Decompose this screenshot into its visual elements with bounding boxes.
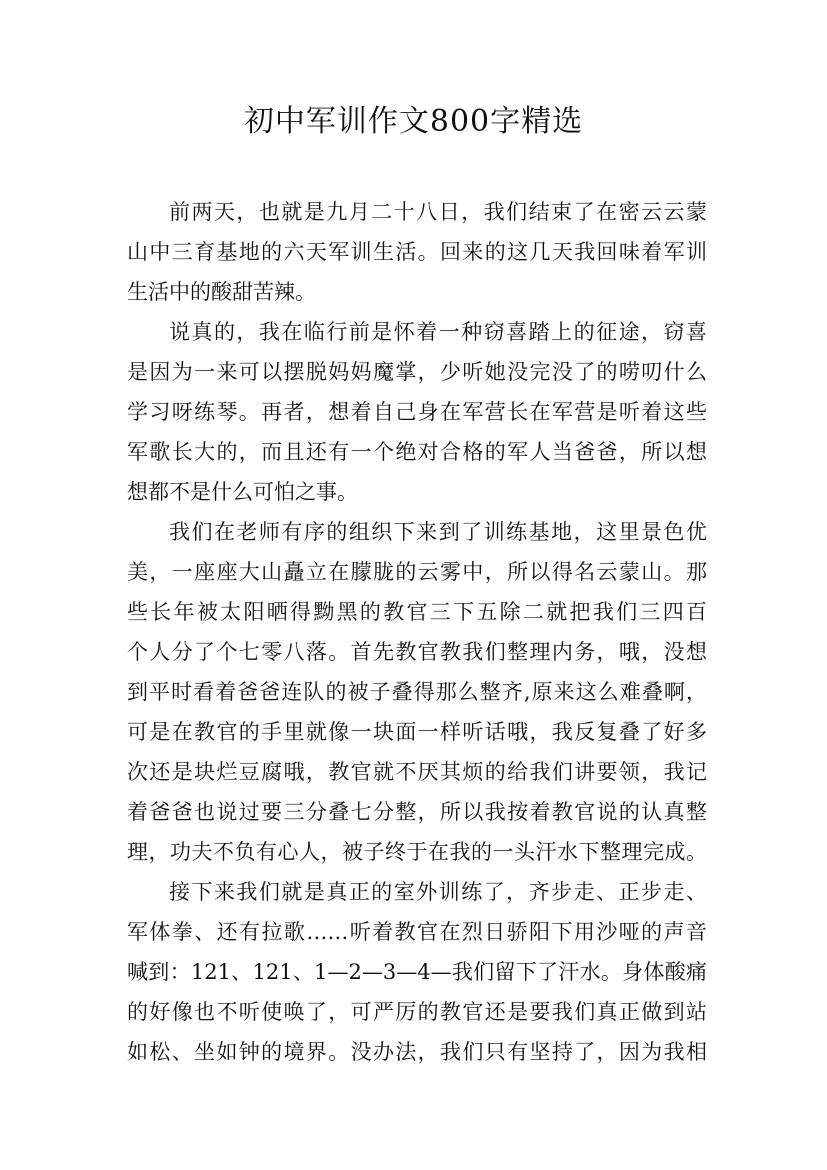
text-line: 生活中的酸甜苦辣。 (127, 280, 316, 304)
text-line: 次还是块烂豆腐哦，教官就不厌其烦的给我们讲要领，我记 (127, 760, 707, 784)
text-line: 山中三育基地的六天军训生活。回来的这几天我回味着军训 (127, 240, 707, 264)
text-line: 军体拳、还有拉歌……听着教官在烈日骄阳下用沙哑的声音 (127, 920, 707, 944)
text-line: 想都不是什么可怕之事。 (127, 480, 358, 504)
text-line: 说真的，我在临行前是怀着一种窃喜踏上的征途，窃喜 (169, 320, 707, 344)
text-line: 的好像也不听使唤了，可严厉的教官还是要我们真正做到站 (127, 1000, 707, 1024)
document-body (127, 192, 707, 1072)
text-line: 些长年被太阳晒得黝黑的教官三下五除二就把我们三四百 (127, 600, 707, 624)
text-line: 学习呀练琴。再者，想着自己身在军营长在军营是听着这些 (127, 400, 707, 424)
text-line: 理，功夫不负有心人，被子终于在我的一头汗水下整理完成。 (127, 840, 707, 864)
text-line: 前两天，也就是九月二十八日，我们结束了在密云云蒙 (169, 200, 707, 224)
text-line: 接下来我们就是真正的室外训练了，齐步走、正步走、 (169, 880, 707, 904)
text-line: 着爸爸也说过要三分叠七分整，所以我按着教官说的认真整 (127, 800, 707, 824)
text-line: 美，一座座大山矗立在朦胧的云雾中，所以得名云蒙山。那 (127, 560, 707, 584)
text-line: 如松、坐如钟的境界。没办法，我们只有坚持了，因为我相 (127, 1040, 707, 1064)
text-line: 可是在教官的手里就像一块面一样听话哦，我反复叠了好多 (127, 720, 707, 744)
text-line: 喊到：121、121、1—2—3—4—我们留下了汗水。身体酸痛 (127, 960, 707, 984)
document-title: 初中军训作文800字精选 (243, 104, 584, 139)
text-line: 军歌长大的，而且还有一个绝对合格的军人当爸爸，所以想 (127, 440, 707, 464)
text-line: 我们在老师有序的组织下来到了训练基地，这里景色优 (169, 520, 707, 544)
text-line: 到平时看着爸爸连队的被子叠得那么整齐,原来这么难叠啊， (127, 680, 707, 704)
text-line: 是因为一来可以摆脱妈妈魔掌，少听她没完没了的唠叨什么 (127, 360, 707, 384)
text-line: 个人分了个七零八落。首先教官教我们整理内务，哦，没想 (127, 640, 707, 664)
